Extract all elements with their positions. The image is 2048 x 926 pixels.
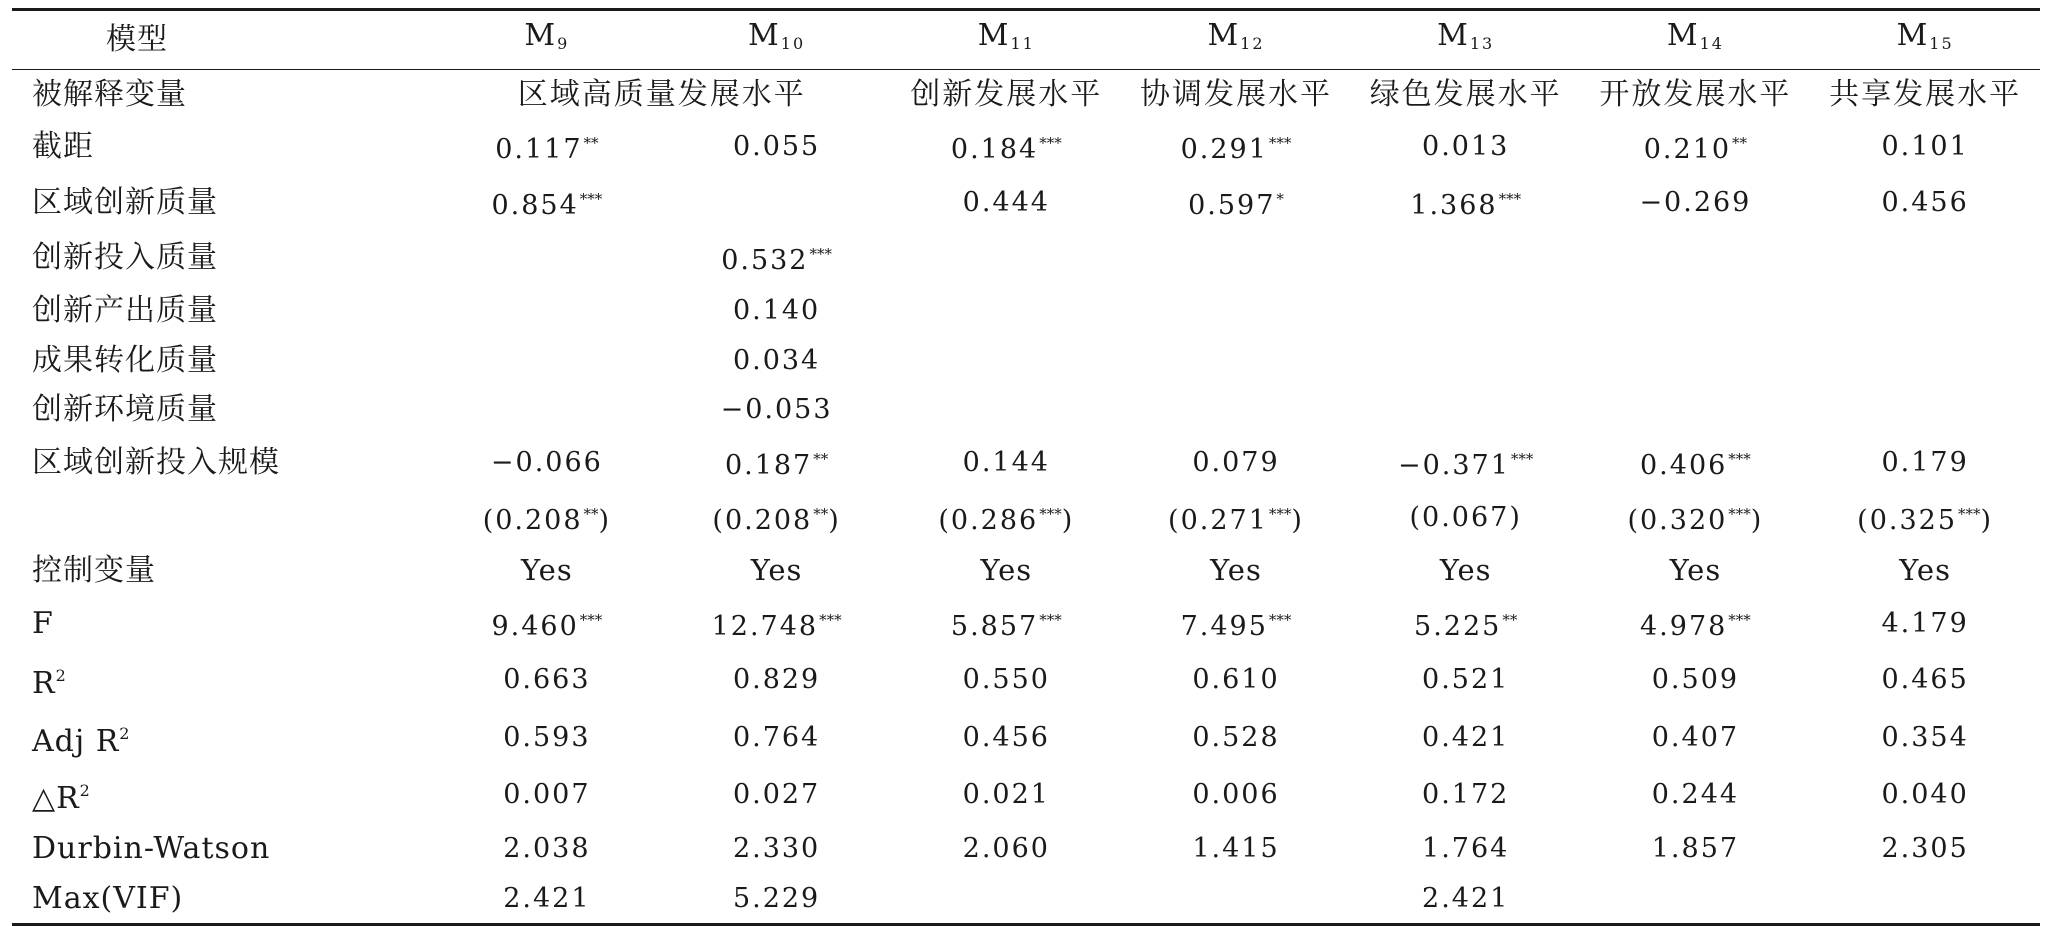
table-row (12, 709, 2040, 767)
value-cell-m14 (1581, 596, 1811, 652)
value-cell-m9 (432, 230, 662, 286)
value-cell-m13 (1351, 546, 1581, 596)
cell-value: 0.034 (732, 344, 821, 376)
cell-value: 0.021 (962, 779, 1050, 811)
cell-value: Yes (521, 552, 573, 587)
cell-value: 0.550 (962, 664, 1050, 696)
value-cell-m13 (1351, 435, 1581, 491)
row-label (12, 651, 432, 709)
value-cell-m9 (432, 435, 662, 491)
row-label-text: 区域创新质量 (32, 184, 218, 220)
table-row (12, 435, 2040, 491)
value-cell-m14: (0.320***) (1581, 490, 1811, 546)
value-cell-m10 (662, 175, 892, 231)
cell-value: 0.117 (495, 134, 583, 166)
value-cell-m15 (1810, 546, 2040, 596)
row-label-text: 区域创新投入规模 (32, 444, 280, 480)
cell-value: 0.208 (495, 505, 583, 537)
value-cell-m11 (891, 874, 1121, 925)
cell-value: 0.521 (1422, 664, 1510, 696)
value-cell-m9 (432, 651, 662, 709)
cell-value: 0.456 (1881, 186, 1969, 218)
table-row (12, 766, 2040, 824)
value-cell-m14 (1581, 435, 1811, 491)
value-cell-m10 (662, 119, 892, 175)
row-label (12, 490, 432, 546)
cell-value: −0.371 (1397, 449, 1510, 481)
cell-value: 0.354 (1881, 721, 1969, 753)
dependent-variable-m14: 开放发展水平 (1599, 76, 1792, 112)
cell-value: 0.007 (503, 779, 591, 811)
significance-stars: *** (1039, 134, 1062, 153)
dependent-variable-m12: 协调发展水平 (1139, 76, 1332, 112)
significance-stars: * (1276, 189, 1284, 208)
significance-stars: *** (809, 245, 832, 264)
header-model-m12: $M_{12}$ (1121, 10, 1351, 70)
cell-value: 5.857 (950, 610, 1039, 642)
cell-value: 1.368 (1410, 189, 1498, 221)
cell-value: Yes (1669, 552, 1722, 587)
cell-value: 1.764 (1422, 832, 1510, 864)
cell-value: 0.406 (1640, 449, 1728, 481)
row-label-text: R (32, 666, 56, 702)
cell-value: 0.663 (503, 664, 591, 696)
cell-value: 0.271 (1180, 505, 1268, 537)
cell-value: 12.748 (711, 610, 819, 642)
value-cell-m11 (891, 766, 1121, 824)
cell-value: 2.421 (503, 882, 591, 914)
value-cell-m10 (662, 766, 892, 824)
cell-value: 0.320 (1640, 505, 1728, 537)
value-cell-m11: (0.286***) (891, 490, 1121, 546)
cell-value: Yes (1899, 552, 1951, 587)
significance-stars: *** (819, 610, 842, 629)
significance-stars: *** (579, 610, 603, 629)
value-cell-m11 (891, 651, 1121, 709)
value-cell-m14 (1581, 546, 1811, 596)
row-label (12, 336, 432, 386)
value-cell-m10 (662, 651, 892, 709)
cell-value: 0.244 (1651, 779, 1740, 811)
value-cell-m10 (662, 385, 892, 435)
cell-value: 0.172 (1422, 779, 1510, 811)
value-cell-m11 (891, 230, 1121, 286)
cell-value: 0.456 (962, 721, 1050, 753)
value-cell-m9 (432, 286, 662, 336)
cell-value: 7.495 (1180, 610, 1268, 642)
row-label-text: 创新环境质量 (32, 392, 218, 428)
value-cell-m13 (1351, 874, 1581, 925)
table-row (12, 119, 2040, 175)
cell-value: 0.210 (1643, 134, 1732, 166)
significance-stars: *** (1728, 449, 1751, 468)
row-label (12, 230, 432, 286)
row-label-text: 控制变量 (32, 552, 156, 588)
cell-value: Yes (1210, 552, 1262, 587)
table-row (12, 336, 2040, 386)
cell-value: 0.421 (1422, 721, 1510, 753)
cell-value: 5.225 (1414, 610, 1502, 642)
value-cell-m13 (1351, 119, 1581, 175)
regression-results-table (12, 8, 2040, 926)
value-cell-m11 (891, 435, 1121, 491)
cell-value: 0.593 (503, 721, 591, 753)
value-cell-m15 (1810, 230, 2040, 286)
value-cell-m15 (1810, 824, 2040, 874)
table-row (12, 490, 2040, 546)
value-cell-m14 (1581, 709, 1811, 767)
value-cell-m13 (1351, 230, 1581, 286)
cell-value: 0.067 (1422, 502, 1510, 534)
value-cell-m12 (1121, 175, 1351, 231)
significance-stars: ** (813, 505, 829, 524)
table-row (12, 651, 2040, 709)
cell-value: 0.444 (962, 186, 1050, 218)
value-cell-m9 (432, 874, 662, 925)
value-cell-m15: (0.325***) (1810, 490, 2040, 546)
value-cell-m15 (1810, 286, 2040, 336)
cell-value: 2.330 (732, 832, 821, 864)
value-cell-m15 (1810, 385, 2040, 435)
value-cell-m12 (1121, 824, 1351, 874)
cell-value: 0.187 (724, 449, 813, 481)
value-cell-m12 (1121, 546, 1351, 596)
value-cell-m10 (662, 824, 892, 874)
row-label-superscript: 2 (119, 723, 131, 743)
table-row (12, 546, 2040, 596)
significance-stars: *** (1728, 610, 1751, 629)
value-cell-m14 (1581, 385, 1811, 435)
value-cell-m12 (1121, 709, 1351, 767)
value-cell-m9 (432, 336, 662, 386)
table-row (12, 874, 2040, 925)
dependent-variable-m13: 绿色发展水平 (1369, 76, 1562, 112)
row-label-text: F (32, 605, 54, 641)
table-row (12, 596, 2040, 652)
dependent-variable-row (12, 69, 2040, 119)
value-cell-m9 (432, 546, 662, 596)
cell-value: 0.140 (732, 294, 821, 326)
value-cell-m15 (1810, 119, 2040, 175)
table-row (12, 286, 2040, 336)
cell-value: 5.229 (732, 882, 821, 914)
row-label (12, 709, 432, 767)
header-model-m14: $M_{14}$ (1581, 10, 1811, 70)
cell-value: 0.144 (962, 446, 1050, 478)
row-label-text: 创新投入质量 (32, 240, 218, 276)
cell-value: 0.055 (732, 131, 821, 163)
value-cell-m12 (1121, 286, 1351, 336)
value-cell-m13: (0.067) (1351, 490, 1581, 546)
cell-value: 2.305 (1881, 832, 1969, 864)
cell-value: 0.532 (721, 245, 809, 277)
value-cell-m14 (1581, 286, 1811, 336)
value-cell-m15 (1810, 596, 2040, 652)
value-cell-m9 (432, 175, 662, 231)
cell-value: 0.829 (732, 664, 821, 696)
value-cell-m15 (1810, 435, 2040, 491)
cell-value: Yes (750, 552, 803, 587)
row-label-superscript: 2 (79, 781, 91, 801)
significance-stars: ** (583, 505, 599, 524)
cell-value: Yes (1439, 552, 1492, 587)
value-cell-m11 (891, 546, 1121, 596)
cell-value: 0.764 (732, 721, 821, 753)
value-cell-m15 (1810, 175, 2040, 231)
cell-value: −0.053 (720, 394, 833, 426)
value-cell-m9: (0.208**) (432, 490, 662, 546)
cell-value: 0.013 (1422, 131, 1510, 163)
header-model-m13: $M_{13}$ (1351, 10, 1581, 70)
row-label (12, 175, 432, 231)
value-cell-m12 (1121, 651, 1351, 709)
significance-stars: ** (583, 134, 599, 153)
significance-stars: *** (1268, 610, 1292, 629)
table-row (12, 175, 2040, 231)
row-label-superscript: 2 (55, 666, 67, 686)
value-cell-m14 (1581, 175, 1811, 231)
value-cell-m10: (0.208**) (662, 490, 892, 546)
row-label (12, 385, 432, 435)
value-cell-m9 (432, 824, 662, 874)
value-cell-m9 (432, 119, 662, 175)
row-label-text: 成果转化质量 (32, 342, 218, 378)
significance-stars: *** (1510, 449, 1534, 468)
table-row (12, 385, 2040, 435)
significance-stars: ** (1502, 610, 1518, 629)
value-cell-m10 (662, 546, 892, 596)
row-label-text: Max(VIF) (32, 880, 184, 916)
cell-value: 0.208 (724, 505, 813, 537)
cell-value: 4.978 (1640, 610, 1728, 642)
value-cell-m11 (891, 709, 1121, 767)
value-cell-m12 (1121, 435, 1351, 491)
value-cell-m11 (891, 119, 1121, 175)
value-cell-m12 (1121, 119, 1351, 175)
value-cell-m12 (1121, 766, 1351, 824)
value-cell-m11 (891, 596, 1121, 652)
cell-value: −0.066 (490, 446, 603, 478)
value-cell-m13 (1351, 175, 1581, 231)
header-model-m11: $M_{11}$ (891, 10, 1121, 70)
value-cell-m11 (891, 824, 1121, 874)
cell-value: 0.006 (1192, 779, 1280, 811)
value-cell-m10 (662, 709, 892, 767)
dependent-variable-span-label: 区域高质量发展水平 (517, 76, 806, 112)
value-cell-m14 (1581, 651, 1811, 709)
value-cell-m15 (1810, 709, 2040, 767)
value-cell-m14 (1581, 824, 1811, 874)
value-cell-m14 (1581, 230, 1811, 286)
value-cell-m9 (432, 709, 662, 767)
row-label-text: 截距 (32, 129, 94, 165)
value-cell-m15 (1810, 874, 2040, 925)
cell-value: 0.325 (1869, 505, 1958, 537)
value-cell-m13 (1351, 385, 1581, 435)
value-cell-m10 (662, 435, 892, 491)
value-cell-m9 (432, 596, 662, 652)
cell-value: 0.597 (1188, 189, 1276, 221)
value-cell-m14 (1581, 766, 1811, 824)
row-label (12, 435, 432, 491)
value-cell-m13 (1351, 651, 1581, 709)
value-cell-m10 (662, 230, 892, 286)
table-body (12, 69, 2040, 925)
significance-stars: ** (1732, 134, 1748, 153)
value-cell-m13 (1351, 766, 1581, 824)
value-cell-m15 (1810, 651, 2040, 709)
significance-stars: ** (813, 449, 829, 468)
value-cell-m13 (1351, 709, 1581, 767)
cell-value: 0.854 (491, 189, 579, 221)
value-cell-m10 (662, 286, 892, 336)
row-label-text: Adj R (32, 723, 120, 759)
dependent-variable-m15: 共享发展水平 (1829, 76, 2022, 112)
value-cell-m14 (1581, 336, 1811, 386)
cell-value: 0.509 (1651, 664, 1740, 696)
cell-value: 0.291 (1180, 134, 1268, 166)
cell-value: 0.286 (950, 505, 1039, 537)
row-label-text: Durbin-Watson (32, 830, 271, 866)
cell-value: 0.184 (950, 134, 1039, 166)
value-cell-m10 (662, 336, 892, 386)
dependent-variable-label: 被解释变量 (32, 76, 187, 112)
value-cell-m10 (662, 596, 892, 652)
value-cell-m9 (432, 766, 662, 824)
row-label (12, 119, 432, 175)
cell-value: 2.421 (1422, 882, 1510, 914)
value-cell-m15 (1810, 766, 2040, 824)
row-label-text: 创新产出质量 (32, 292, 218, 328)
header-model-m15: $M_{15}$ (1810, 10, 2040, 70)
cell-value: 1.857 (1651, 832, 1740, 864)
cell-value: 0.465 (1881, 664, 1969, 696)
value-cell-m11 (891, 336, 1121, 386)
cell-value: 0.610 (1192, 664, 1280, 696)
value-cell-m13 (1351, 336, 1581, 386)
value-cell-m15 (1810, 336, 2040, 386)
significance-stars: *** (579, 189, 603, 208)
value-cell-m14 (1581, 874, 1811, 925)
cell-value: 0.407 (1651, 721, 1740, 753)
significance-stars: *** (1498, 189, 1522, 208)
row-label (12, 596, 432, 652)
significance-stars: *** (1268, 134, 1292, 153)
cell-value: −0.269 (1639, 186, 1752, 218)
value-cell-m12 (1121, 596, 1351, 652)
cell-value: 0.528 (1192, 721, 1280, 753)
significance-stars: *** (1958, 505, 1981, 524)
cell-value: 2.060 (962, 832, 1050, 864)
row-label (12, 874, 432, 925)
significance-stars: *** (1039, 610, 1062, 629)
value-cell-m12 (1121, 874, 1351, 925)
cell-value: 0.101 (1881, 131, 1969, 163)
header-model-m10: $M_{10}$ (662, 10, 892, 70)
cell-value: 9.460 (491, 610, 579, 642)
row-label (12, 546, 432, 596)
value-cell-m13 (1351, 824, 1581, 874)
results-table-container (12, 8, 2040, 916)
cell-value: 0.079 (1192, 446, 1280, 478)
value-cell-m11 (891, 175, 1121, 231)
cell-value: 1.415 (1192, 832, 1280, 864)
significance-stars: *** (1268, 505, 1292, 524)
value-cell-m14 (1581, 119, 1811, 175)
value-cell-m9 (432, 385, 662, 435)
dependent-variable-m11: 创新发展水平 (910, 76, 1103, 112)
cell-value: 0.027 (732, 779, 821, 811)
value-cell-m13 (1351, 286, 1581, 336)
value-cell-m12: (0.271***) (1121, 490, 1351, 546)
cell-value: 2.038 (503, 832, 591, 864)
row-label (12, 766, 432, 824)
value-cell-m13 (1351, 596, 1581, 652)
value-cell-m11 (891, 286, 1121, 336)
table-row (12, 230, 2040, 286)
cell-value: 4.179 (1881, 607, 1969, 639)
significance-stars: *** (1039, 505, 1062, 524)
value-cell-m12 (1121, 336, 1351, 386)
header-model-label: 模型 (12, 10, 432, 70)
value-cell-m12 (1121, 385, 1351, 435)
header-row (12, 10, 2040, 70)
value-cell-m10 (662, 874, 892, 925)
cell-value: Yes (980, 552, 1033, 587)
significance-stars: *** (1728, 505, 1751, 524)
row-label (12, 824, 432, 874)
row-label-text: △R (32, 781, 80, 817)
value-cell-m11 (891, 385, 1121, 435)
cell-value: 0.040 (1881, 779, 1969, 811)
cell-value: 0.179 (1881, 446, 1969, 478)
row-label (12, 286, 432, 336)
value-cell-m12 (1121, 230, 1351, 286)
header-model-m9: $M_9$ (432, 10, 662, 70)
table-row (12, 824, 2040, 874)
